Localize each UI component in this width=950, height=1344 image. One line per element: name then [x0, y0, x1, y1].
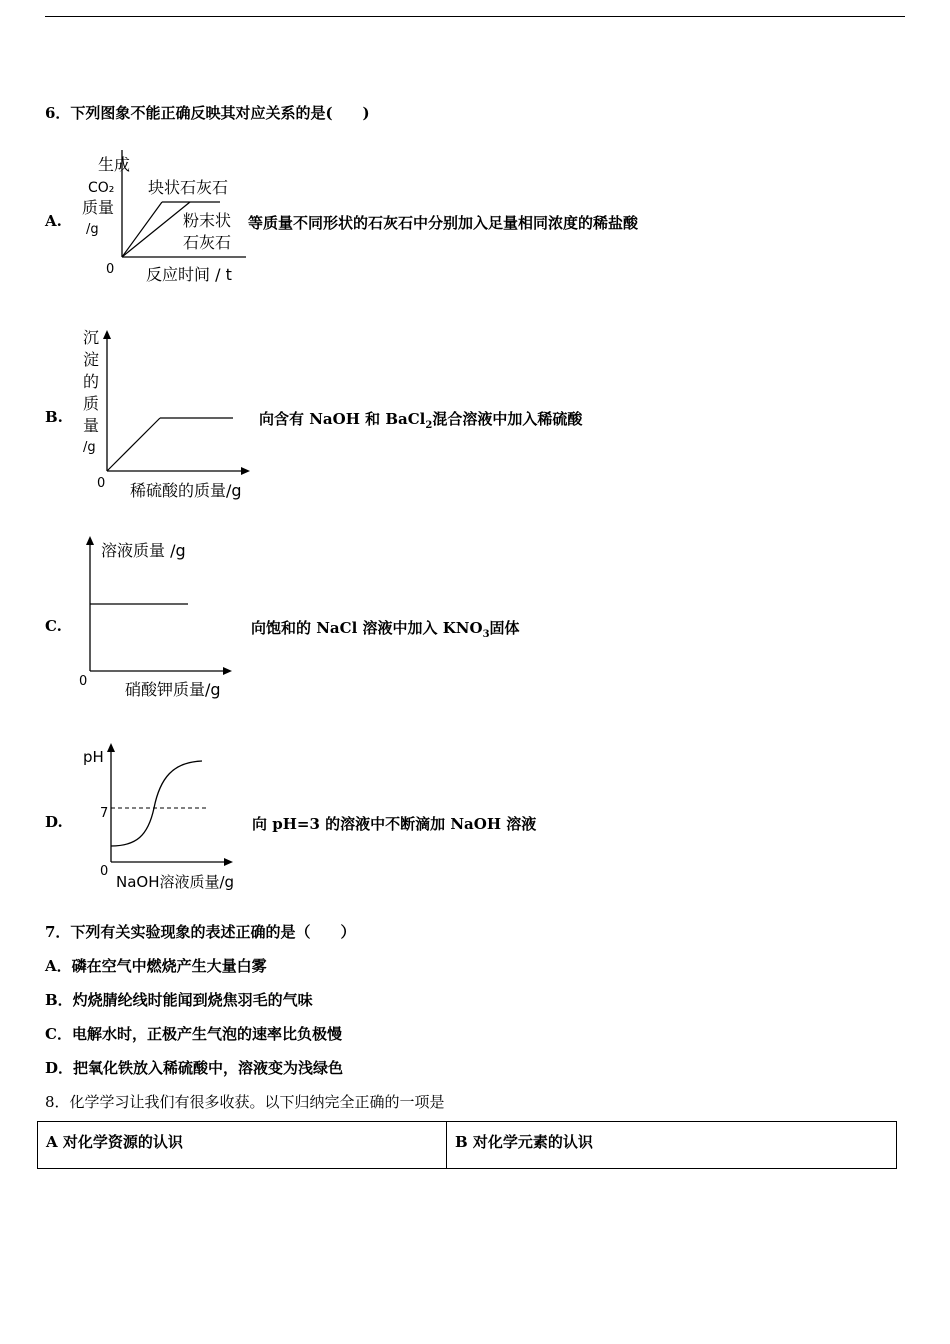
graph-b-ylabel-3: 的	[83, 372, 100, 391]
option-a-desc: 等质量不同形状的石灰石中分别加入足量相同浓度的稀盐酸	[248, 214, 639, 232]
graph-d-curve	[111, 761, 202, 846]
graph-a	[70, 145, 250, 290]
graph-b	[75, 325, 255, 505]
graph-b-ylabel-2: 淀	[83, 350, 100, 369]
graph-d-origin: 0	[100, 864, 109, 879]
option-d-desc: 向 pH=3 的溶液中不断滴加 NaOH 溶液	[252, 815, 537, 833]
graph-a-ylabel-1: 生成	[98, 155, 131, 174]
graph-a-ylabel-3: 质量	[82, 198, 115, 217]
graph-b-y-arrow	[103, 330, 111, 339]
table-cell-b: B 对化学元素的认识	[455, 1133, 593, 1151]
graph-c-x-arrow	[223, 667, 232, 675]
option-c-desc: 向饱和的 NaCl 溶液中加入 $KNO_3$固体	[251, 619, 520, 640]
graph-a-xlabel: 反应时间 / t	[146, 265, 232, 284]
question-7-option-a: A．磷在空气中燃烧产生大量白雾	[45, 957, 267, 975]
header-rule	[45, 16, 905, 17]
graph-a-origin: 0	[106, 262, 115, 277]
graph-b-ylabel-4: 质	[83, 394, 100, 413]
table-cell-a: A 对化学资源的认识	[38, 1122, 447, 1168]
graph-d-xlabel: NaOH溶液质量/g	[116, 873, 235, 891]
graph-a-ylabel-4: /g	[86, 222, 99, 237]
question-7-option-d: D．把氧化铁放入稀硫酸中，溶液变为浅绿色	[45, 1059, 344, 1077]
graph-d	[78, 740, 248, 895]
graph-b-xlabel: 稀硫酸的质量/g	[130, 481, 242, 500]
question-7-option-b: B．灼烧腈纶线时能闻到烧焦羽毛的气味	[45, 991, 313, 1009]
graph-c	[75, 533, 245, 703]
graph-a-ylabel-2: CO₂	[88, 180, 115, 196]
option-c-label: C.	[45, 617, 62, 635]
graph-a-label-powder-2: 石灰石	[183, 233, 232, 252]
graph-b-ylabel-6: /g	[83, 440, 96, 455]
graph-b-ylabel-1: 沉	[83, 328, 100, 347]
option-b-desc: 向含有 NaOH 和 BaCl$_2$混合溶液中加入稀硫酸	[259, 410, 583, 431]
graph-d-x-arrow	[224, 858, 233, 866]
graph-a-label-powder-1: 粉末状	[183, 211, 232, 230]
graph-b-origin: 0	[97, 476, 106, 491]
graph-b-ylabel-5: 量	[83, 416, 100, 435]
option-d-label: D.	[45, 813, 63, 831]
graph-c-ylabel: 溶液质量 /g	[101, 541, 186, 560]
graph-d-tick7: 7	[100, 806, 109, 821]
graph-b-x-arrow	[241, 467, 250, 475]
question-8-stem: 8．化学学习让我们有很多收获。以下归纳完全正确的一项是	[45, 1093, 445, 1111]
option-a-label: A.	[45, 212, 62, 230]
option-b-label: B.	[45, 408, 63, 426]
graph-c-origin: 0	[79, 674, 88, 689]
graph-d-y-arrow	[107, 743, 115, 752]
graph-d-ylabel: pH	[83, 748, 104, 766]
question-8-table	[37, 1121, 897, 1169]
graph-c-xlabel: 硝酸钾质量/g	[125, 680, 221, 699]
question-7-stem: 7．下列有关实验现象的表述正确的是（ ）	[45, 923, 356, 941]
graph-a-label-lump: 块状石灰石	[148, 178, 229, 197]
graph-b-line-rise	[107, 418, 160, 471]
question-6-stem: 6．下列图象不能正确反映其对应关系的是( )	[45, 104, 370, 122]
question-7-option-c: C．电解水时，正极产生气泡的速率比负极慢	[45, 1025, 342, 1043]
graph-c-y-arrow	[86, 536, 94, 545]
